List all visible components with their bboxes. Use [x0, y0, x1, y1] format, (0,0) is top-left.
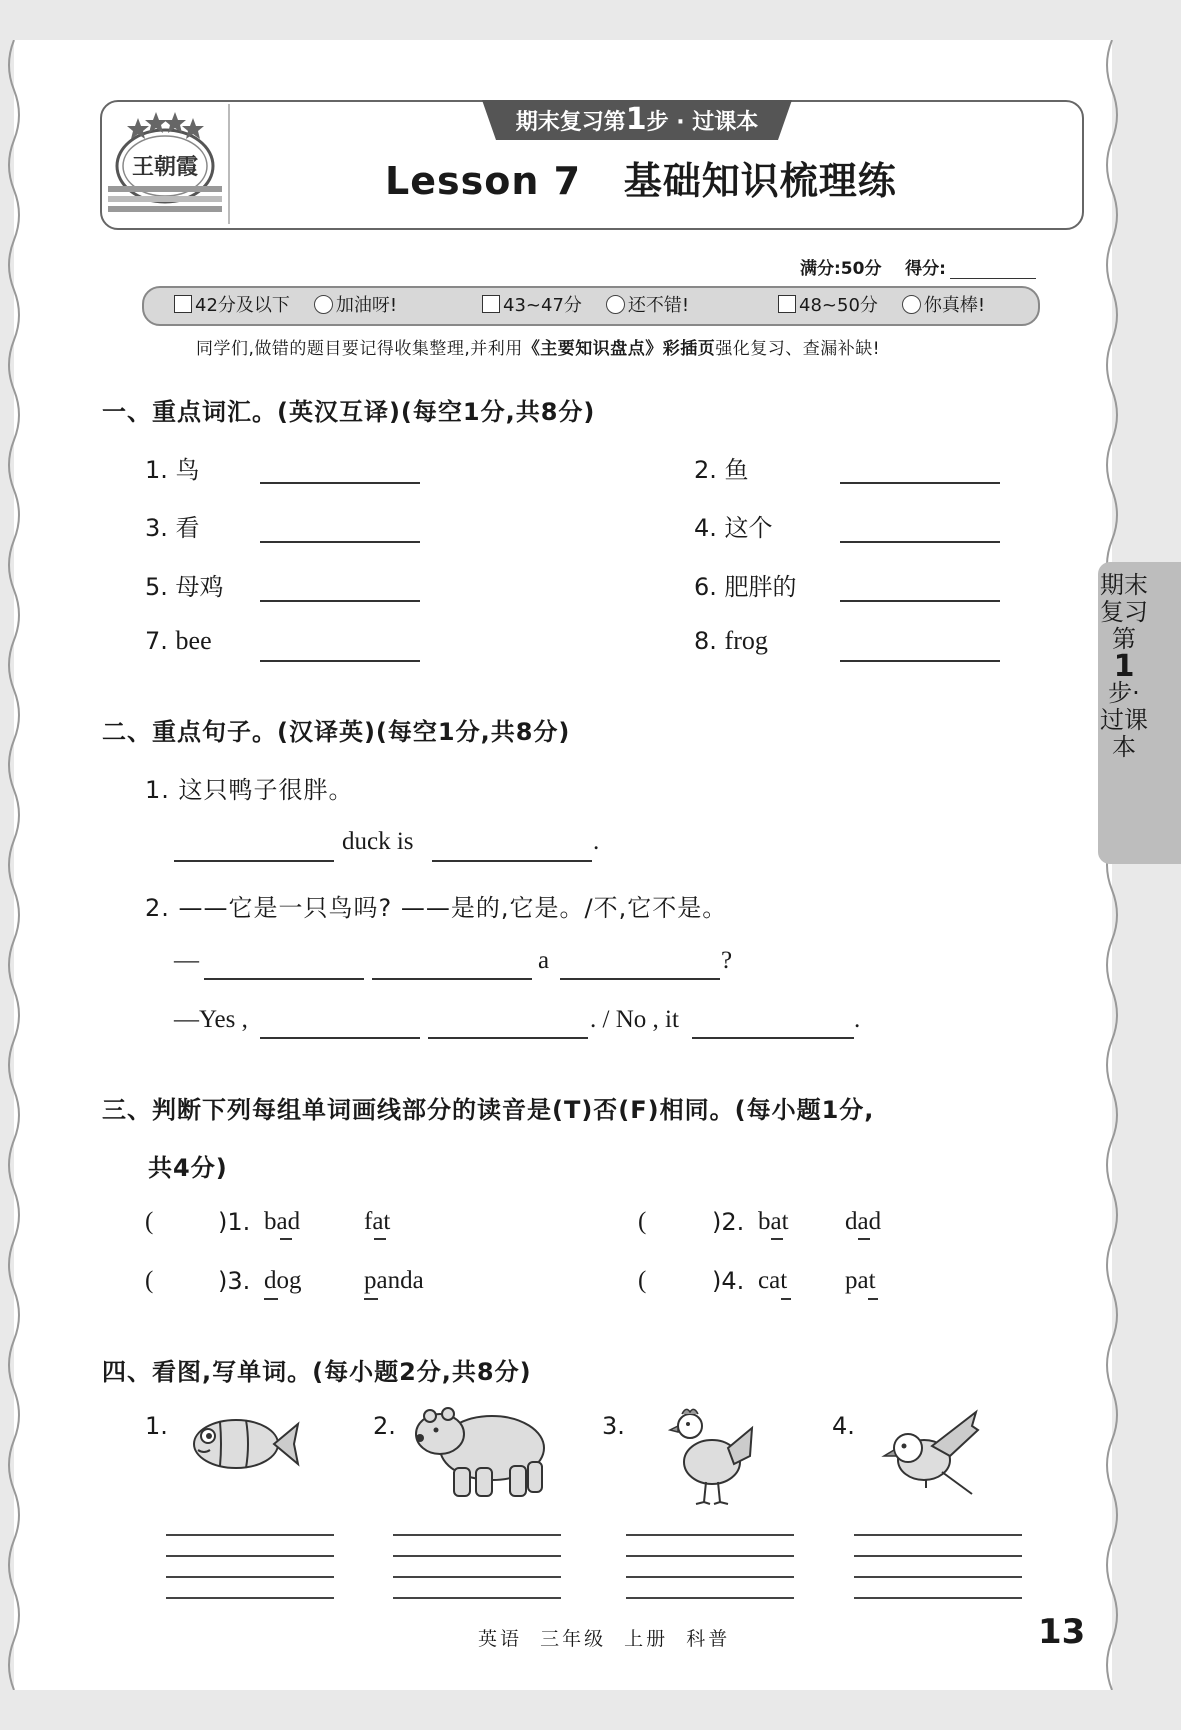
- underline-mark: [374, 1238, 386, 1240]
- dialogue-dash: —: [174, 947, 199, 974]
- sentence-answer-blank[interactable]: [204, 978, 364, 980]
- tf-word-1: cat: [758, 1267, 788, 1294]
- tf-paren-open[interactable]: (: [145, 1208, 154, 1235]
- smiley-face-icon: [314, 295, 333, 314]
- vocab-item: [694, 567, 797, 602]
- tip-post: 强化复习、查漏补缺!: [715, 339, 881, 359]
- side-tab-text: [1098, 572, 1150, 761]
- vocab-answer-blank[interactable]: [840, 482, 1000, 484]
- rating-mid-comment: 还不错!: [627, 295, 690, 316]
- writing-line[interactable]: [854, 1597, 1022, 1599]
- underline-mark: [858, 1238, 870, 1240]
- writing-line[interactable]: [854, 1534, 1022, 1536]
- underline-mark: [264, 1298, 278, 1300]
- sentence-q2-end: .: [854, 1006, 861, 1033]
- sentence-answer-blank[interactable]: [260, 1037, 420, 1039]
- tf-word: [264, 1208, 300, 1236]
- sentence-answer-blank[interactable]: [560, 978, 720, 980]
- section2-title: 二、重点句子。(汉译英)(每空1分,共8分): [102, 718, 571, 746]
- underline-mark: [280, 1238, 292, 1240]
- writing-line[interactable]: [393, 1576, 561, 1578]
- tf-num: )3.: [218, 1267, 251, 1295]
- wavy-edge-right: [1100, 40, 1130, 1690]
- vocab-item: [145, 508, 200, 543]
- tf-paren-open[interactable]: (: [145, 1267, 154, 1294]
- sentence-answer-blank[interactable]: [428, 1037, 588, 1039]
- vocab-num: 5.: [145, 573, 168, 601]
- vocab-word: 鱼: [724, 456, 749, 484]
- rating-high: [778, 292, 985, 320]
- vocab-item: [694, 508, 773, 543]
- score-line: [800, 254, 1036, 279]
- tf-word: [758, 1208, 789, 1236]
- tf-word: [845, 1267, 876, 1295]
- tf-word: [758, 1267, 787, 1295]
- writing-line[interactable]: [166, 1555, 334, 1557]
- sentence-answer-blank[interactable]: [692, 1037, 854, 1039]
- smiley-face-icon: [606, 295, 625, 314]
- sentence-answer-blank[interactable]: [372, 978, 532, 980]
- vocab-answer-blank[interactable]: [840, 600, 1000, 602]
- tip-pre: 同学们,做错的题目要记得收集整理,并利用: [196, 339, 523, 359]
- writing-line[interactable]: [626, 1555, 794, 1557]
- sentence-q2-yes: —Yes ,: [174, 1006, 248, 1033]
- step-badge-pre: 期末复习第: [515, 110, 626, 135]
- vocab-num: 7.: [145, 627, 168, 655]
- section3-title-line1: 三、判断下列每组单词画线部分的读音是(T)否(F)相同。(每小题1分,: [102, 1096, 875, 1124]
- vocab-word: 肥胖的: [724, 573, 797, 601]
- tf-word: [845, 1208, 881, 1236]
- tf-word: [364, 1267, 424, 1295]
- tf-num: )4.: [712, 1267, 745, 1295]
- logo-text: 王朝霞: [131, 155, 199, 180]
- tf-word-1: bad: [264, 1208, 301, 1235]
- bear-icon: [410, 1402, 550, 1502]
- vocab-item: [694, 450, 749, 485]
- fish-icon: [190, 1408, 302, 1478]
- picture-num: 3.: [602, 1412, 625, 1440]
- vocab-word: 看: [175, 514, 200, 542]
- side-tab-num: 1: [1113, 649, 1135, 684]
- side-tab-pre: 期末复习第: [1100, 571, 1148, 653]
- hen-icon: [668, 1404, 758, 1508]
- tf-word-1: dog: [264, 1267, 302, 1294]
- tip-bold: 《主要知识盘点》彩插页: [522, 339, 716, 359]
- vocab-answer-blank[interactable]: [260, 482, 420, 484]
- vocab-num: 3.: [145, 514, 168, 542]
- tf-paren-open[interactable]: (: [638, 1267, 647, 1294]
- writing-line[interactable]: [626, 1597, 794, 1599]
- tf-word-2: fat: [364, 1208, 391, 1235]
- vocab-num: 6.: [694, 573, 717, 601]
- vocab-word: 母鸡: [175, 573, 224, 601]
- full-score: 满分:50分: [800, 259, 882, 279]
- section1-title: 一、重点词汇。(英汉互译)(每空1分,共8分): [102, 398, 596, 426]
- vocab-item: [694, 626, 768, 656]
- sentence-answer-blank[interactable]: [432, 860, 592, 862]
- vocab-answer-blank[interactable]: [840, 541, 1000, 543]
- writing-line[interactable]: [166, 1597, 334, 1599]
- rating-low: [174, 292, 397, 320]
- vocab-answer-blank[interactable]: [260, 600, 420, 602]
- wavy-edge-left: [0, 40, 30, 1690]
- picture-num: 2.: [373, 1412, 396, 1440]
- vocab-item: [145, 567, 224, 602]
- tf-word-2: panda: [364, 1267, 424, 1294]
- vocab-word: frog: [724, 626, 768, 655]
- step-badge-num: 1: [625, 102, 647, 137]
- sentence-q2-no: . / No , it: [590, 1006, 679, 1033]
- score-field[interactable]: [950, 260, 1036, 279]
- footer-text: 英语 三年级 上册 科普: [478, 1628, 731, 1650]
- step-badge-post: 步 · 过课本: [646, 110, 759, 135]
- sentence-q2-question-mark: ?: [721, 947, 733, 974]
- section4-title: 四、看图,写单词。(每小题2分,共8分): [102, 1358, 532, 1386]
- vocab-word: 鸟: [175, 456, 200, 484]
- rating-mid-checkbox[interactable]: [482, 295, 500, 313]
- step-badge-text: [482, 102, 792, 138]
- vocab-answer-blank[interactable]: [840, 660, 1000, 662]
- writing-line[interactable]: [166, 1576, 334, 1578]
- vocab-word: 这个: [724, 514, 773, 542]
- tip-line: [196, 334, 880, 359]
- writing-line[interactable]: [626, 1534, 794, 1536]
- tf-word-2: pat: [845, 1267, 876, 1294]
- vocab-item: [145, 626, 212, 656]
- sentence-q1-mid: duck is: [342, 828, 414, 855]
- vocab-word: bee: [175, 626, 212, 655]
- underline-mark: [771, 1238, 783, 1240]
- sentence-q2-prompt: 2. ——它是一只鸟吗? ——是的,它是。/不,它不是。: [145, 894, 728, 922]
- rating-low-comment: 加油呀!: [335, 295, 398, 316]
- writing-line[interactable]: [854, 1576, 1022, 1578]
- sentence-q1-end: .: [593, 828, 600, 855]
- smiley-face-icon: [902, 295, 921, 314]
- tf-word-2: dad: [845, 1208, 882, 1235]
- writing-line[interactable]: [393, 1597, 561, 1599]
- page-number: 13: [1038, 1612, 1086, 1652]
- vocab-num: 1.: [145, 456, 168, 484]
- tf-num: )1.: [218, 1208, 251, 1236]
- writing-line[interactable]: [393, 1555, 561, 1557]
- tf-word-1: bat: [758, 1208, 789, 1235]
- section3-title-line2: 共4分): [148, 1154, 228, 1182]
- underline-mark: [364, 1298, 378, 1300]
- rating-low-checkbox[interactable]: [174, 295, 192, 313]
- vocab-num: 2.: [694, 456, 717, 484]
- rating-mid: [482, 292, 689, 320]
- bird-icon: [880, 1406, 984, 1506]
- writing-line[interactable]: [626, 1576, 794, 1578]
- brand-logo-icon: [100, 104, 230, 224]
- rating-high-checkbox[interactable]: [778, 295, 796, 313]
- writing-line[interactable]: [393, 1534, 561, 1536]
- logo-divider: [228, 104, 230, 224]
- sentence-q1-prompt: 1. 这只鸭子很胖。: [145, 776, 354, 804]
- sentence-answer-blank[interactable]: [174, 860, 334, 862]
- tf-paren-open[interactable]: (: [638, 1208, 647, 1235]
- rating-mid-range: 43~47分: [503, 295, 582, 316]
- tf-num: )2.: [712, 1208, 745, 1236]
- rating-high-comment: 你真棒!: [923, 295, 986, 316]
- rating-low-range: 42分及以下: [195, 295, 290, 316]
- vocab-answer-blank[interactable]: [260, 541, 420, 543]
- picture-num: 1.: [145, 1412, 168, 1440]
- sentence-q2-a: a: [538, 947, 550, 974]
- vocab-item: [145, 450, 200, 485]
- underline-mark: [868, 1298, 878, 1300]
- side-tab-post: 步·过课本: [1100, 679, 1148, 761]
- writing-line[interactable]: [166, 1534, 334, 1536]
- vocab-num: 8.: [694, 627, 717, 655]
- rating-high-range: 48~50分: [799, 295, 878, 316]
- vocab-answer-blank[interactable]: [260, 660, 420, 662]
- score-label: 得分:: [905, 259, 946, 279]
- picture-num: 4.: [832, 1412, 855, 1440]
- underline-mark: [781, 1298, 791, 1300]
- writing-line[interactable]: [854, 1555, 1022, 1557]
- tf-word: [264, 1267, 302, 1295]
- tf-word: [364, 1208, 390, 1236]
- vocab-num: 4.: [694, 514, 717, 542]
- lesson-title: Lesson 7 基础知识梳理练: [385, 159, 897, 203]
